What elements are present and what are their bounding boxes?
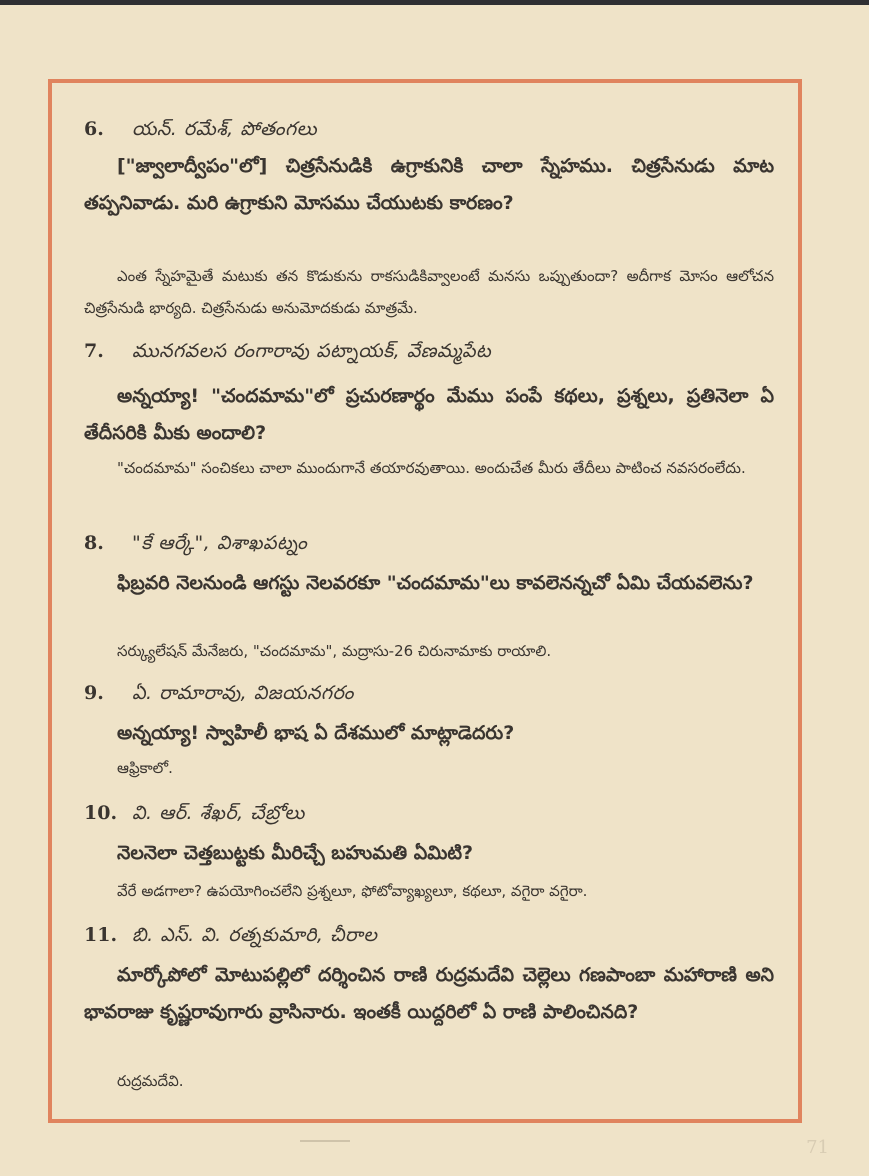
answer-11-text: రుద్రమదేవి. — [117, 1072, 184, 1090]
page-number: 71 — [806, 1137, 829, 1158]
question-number: 11. — [84, 924, 118, 946]
question-6-text: ["జ్వాలాద్వీపం"లో] చిత్రసేనుడికి ఉగ్రాకునికి చాలా స్నేహము. చిత్రసేనుడు మాట తప్పనివాడు. మరి ఉగ్రాకుని మోసము చేయుటకు కారణం? — [84, 155, 774, 214]
question-11-text: మార్కోపోలో మోటుపల్లిలో దర్శించిన రాణి రుద్రమదేవి చెల్లెలు గణపాంబా మహారాణి అని భావరాజు కృష్ణరావుగారు వ్రాసినారు. ఇంతకీ యిద్దరిలో ఏ రాణి పాలించినది? — [84, 964, 774, 1023]
answer-6-text: ఎంత స్నేహమైతే మటుకు తన కొడుకును రాకసుడికివ్వాలంటే మనసు ఒప్పుతుందా? అదీగాక మోసం ఆలోచన చిత్రసేనుడి భార్యది. చిత్రసేనుడు అనుమోదకుడు మాత్రమే. — [84, 267, 774, 317]
question-7-text: అన్నయ్యా! "చందమామ"లో ప్రచురణార్థం మేము పంపే కథలు, ప్రశ్నలు, ప్రతినెలా ఏ తేదీసరికి మీకు అందాలి? — [84, 385, 774, 444]
print-smudge — [300, 1140, 350, 1142]
asker-name: ఏ. రామారావు, విజయనగరం — [132, 682, 354, 704]
question-8-header — [84, 530, 774, 556]
question-number: 6. — [84, 118, 104, 140]
question-9-header — [84, 680, 774, 706]
answer-8-text: సర్క్యులేషన్ మేనేజరు, "చందమామ", మద్రాసు-26 చిరునామాకు రాయాలి. — [117, 642, 552, 660]
asker-name: యన్. రమేశ్, పోతంగలు — [132, 118, 318, 140]
answer-9-text: ఆఫ్రికాలో. — [117, 759, 173, 777]
top-edge-rule — [0, 0, 869, 5]
question-10-text: నెలనెలా చెత్తబుట్టకు మీరిచ్చే బహుమతి ఏమిటి? — [117, 842, 474, 864]
question-8-text: ఫిబ్రవరి నెలనుండి ఆగస్టు నెలవరకూ "చందమామ"లు కావలెనన్నచో ఏమి చేయవలెను? — [117, 572, 754, 594]
question-number: 10. — [84, 802, 118, 824]
question-10-header — [84, 800, 774, 826]
question-number: 9. — [84, 682, 104, 704]
question-11-header — [84, 922, 774, 948]
question-number: 7. — [84, 340, 104, 362]
question-9-text: అన్నయ్యా! స్వాహిలీ భాష ఏ దేశములో మాట్లాడెదరు? — [117, 722, 515, 744]
asker-name: బి. ఎస్. వి. రత్నకుమారి, చీరాల — [132, 924, 378, 946]
asker-name: "కే ఆర్కే", విశాఖపట్నం — [132, 532, 308, 554]
question-6-header — [84, 116, 774, 142]
answer-10-text: వేరే అడగాలా? ఉపయోగించలేని ప్రశ్నలూ, ఫోటోవ్యాఖ్యలూ, కథలూ, వగైరా వగైరా. — [117, 882, 588, 900]
question-number: 8. — [84, 532, 104, 554]
asker-name: వి. ఆర్. శేఖర్, చేబ్రోలు — [132, 802, 305, 824]
asker-name: మునగవలస రంగారావు పట్నాయక్, వేణమ్మపేట — [132, 340, 492, 362]
question-7-header — [84, 338, 774, 364]
answer-7-text: "చందమామ" సంచికలు చాలా ముందుగానే తయారవుతాయి. అందుచేత మీరు తేదీలు పాటించ నవసరంలేదు. — [117, 459, 746, 477]
